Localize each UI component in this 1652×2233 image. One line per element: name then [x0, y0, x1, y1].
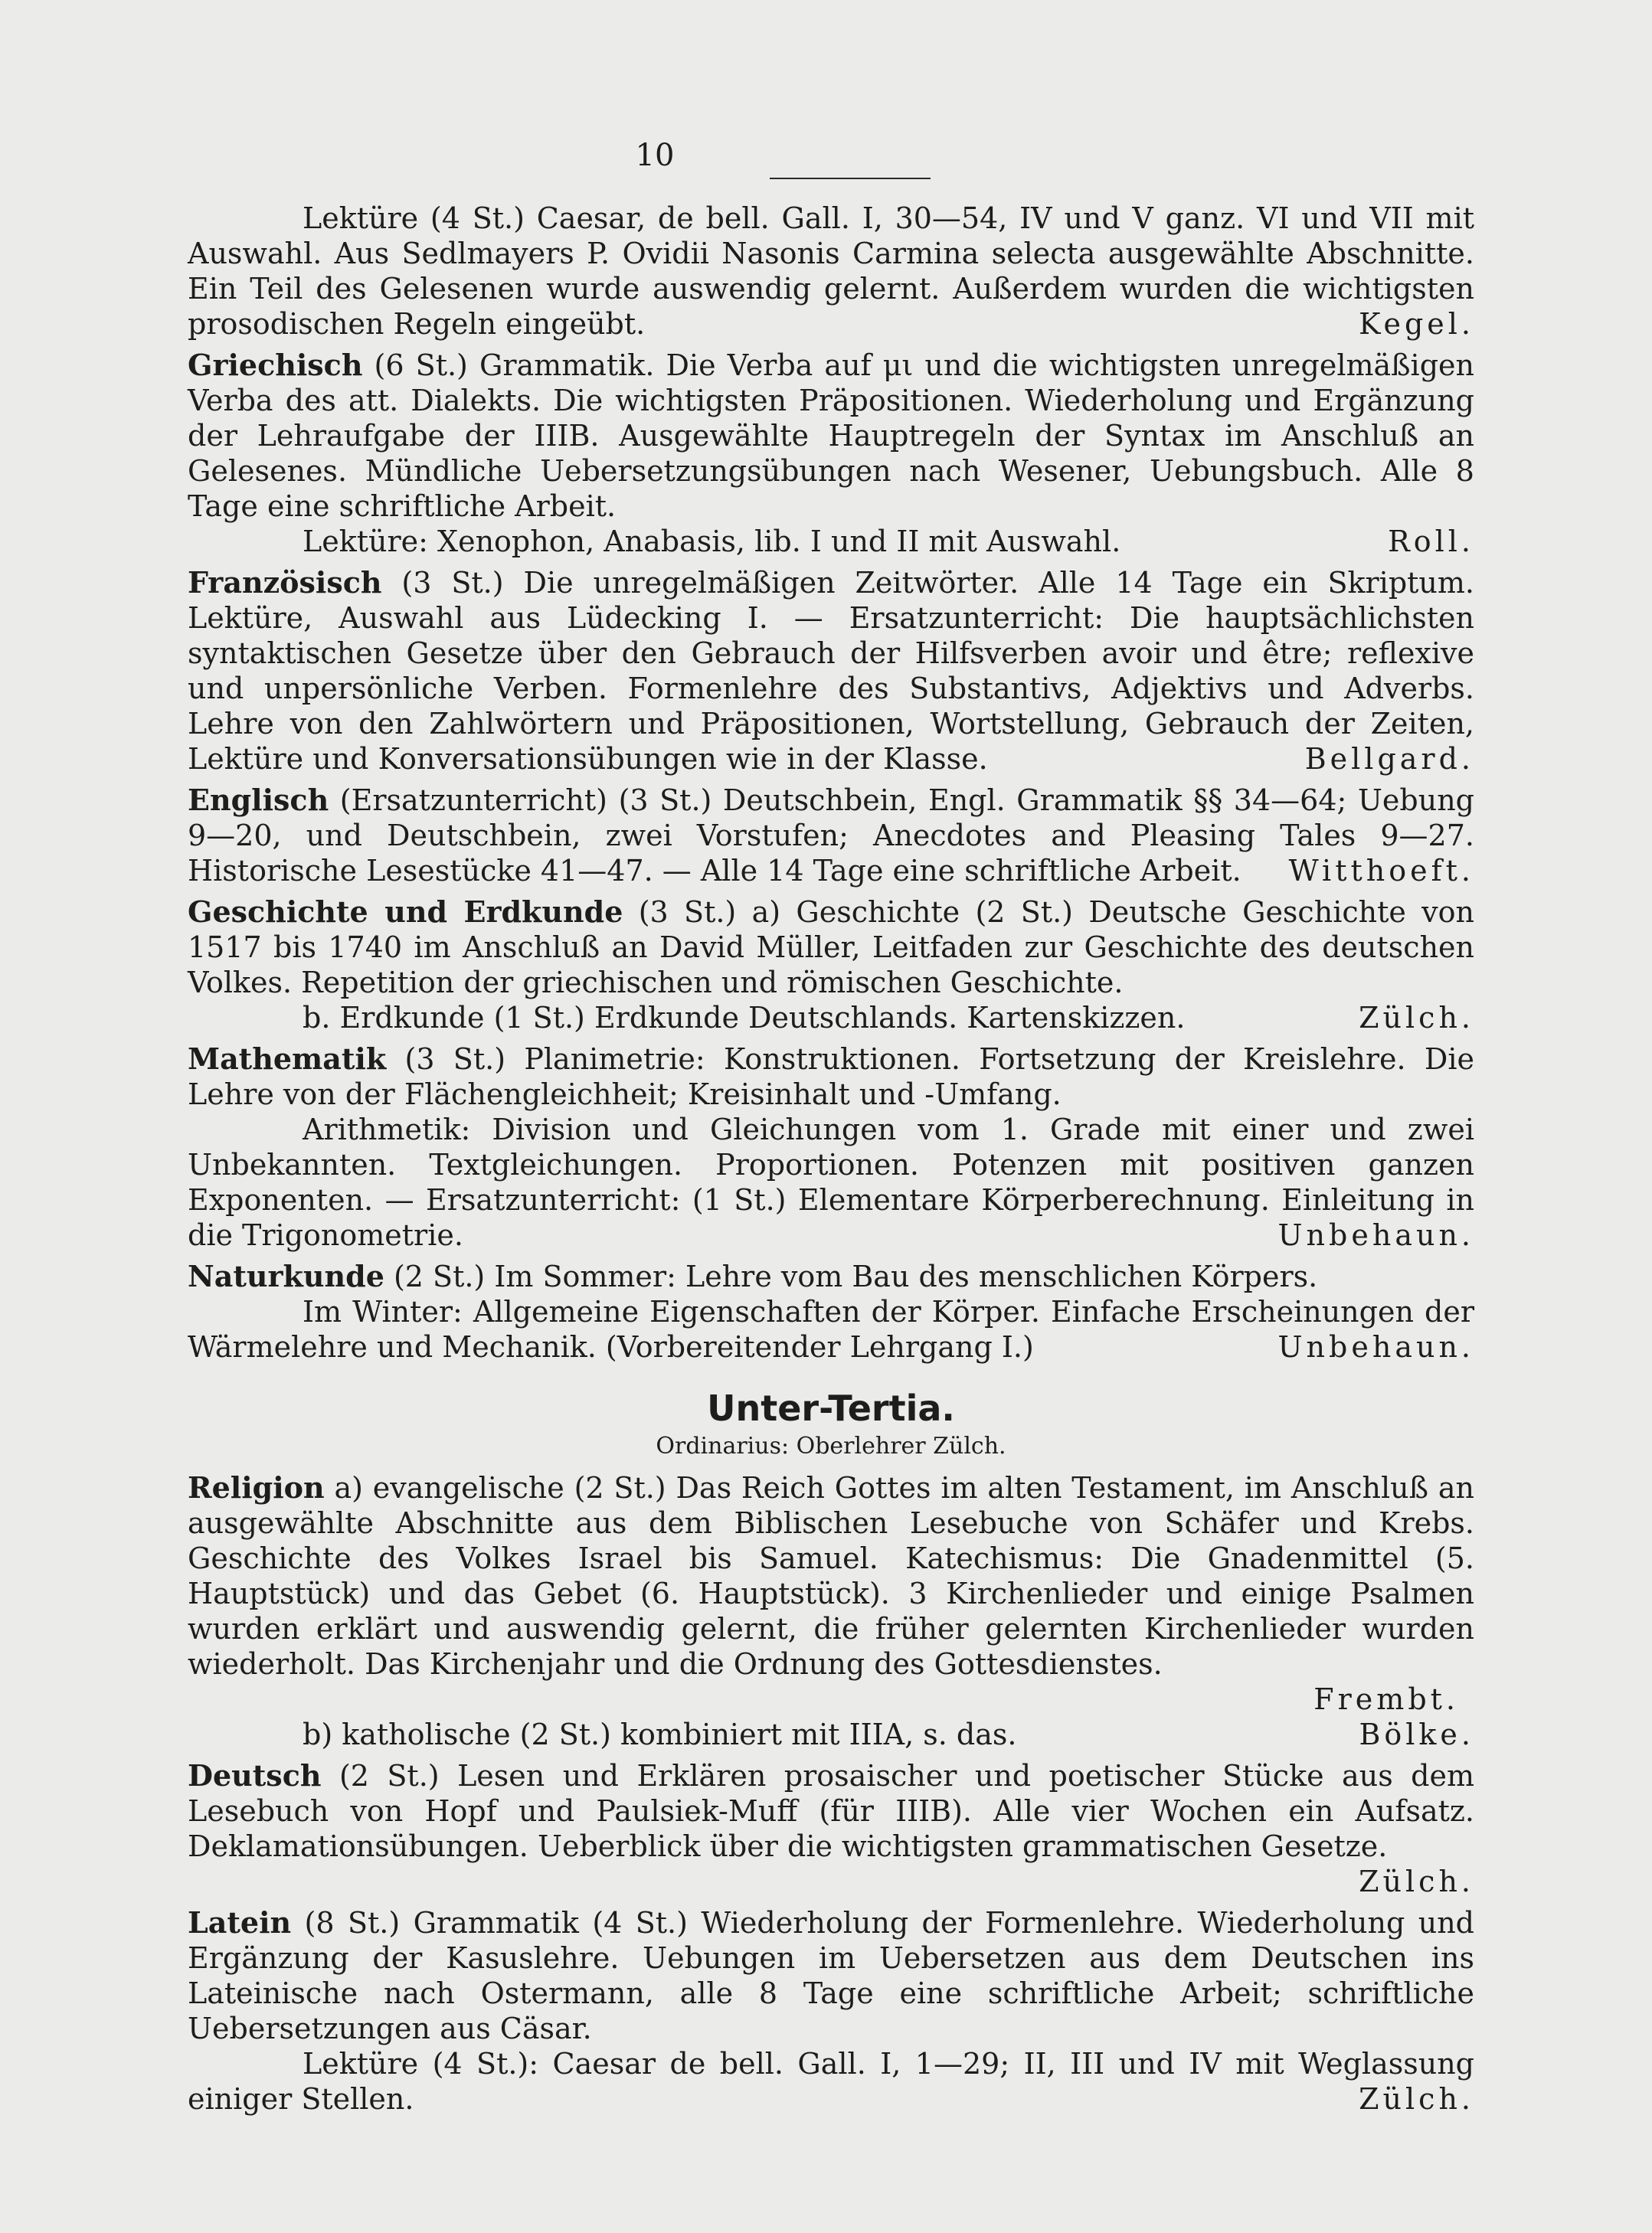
- arithmetik-text: Arithmetik: Division und Gleichungen vom 1. Grade mit einer und zwei Unbekannten. Textgleichungen. Proportionen. Potenzen mit positiven ganzen Exponenten. — Ersatzunterricht: (1 St.) Elementare Körperberechnung. Einleitung in die Trigonometrie.: [188, 1113, 1474, 1252]
- latein-lektuere2-text: Lektüre (4 St.): Caesar de bell. Gall. I, 1—29; II, III und IV mit Weglassung einiger Stellen.: [188, 2047, 1474, 2116]
- subject-heading: Englisch: [188, 783, 329, 817]
- teacher-signature: Zülch.: [1359, 2082, 1474, 2116]
- subject-heading: Griechisch: [188, 348, 363, 382]
- teacher-signature: Zülch.: [1359, 1865, 1474, 1898]
- religion-kath-text: b) katholische (2 St.) kombiniert mit IIIA, s. das.: [303, 1718, 1017, 1751]
- griechisch-text: (6 St.) Grammatik. Die Verba auf μι und die wichtigsten unregelmäßigen Verba des att. Dialekts. Die wichtigsten Präpositionen. Wiederholung und Ergänzung der Lehraufgabe der IIIB. Ausgewählte Hauptregeln der Syntax im Anschluß an Gelesenes. Mündliche Uebersetzungsübungen nach Wesener, Uebungsbuch. Alle 8 Tage eine schriftliche Arbeit.: [188, 348, 1474, 523]
- teacher-signature: Kegel.: [1359, 307, 1474, 341]
- teacher-signature: Bellgard.: [1304, 742, 1474, 776]
- arithmetik-paragraph: [188, 1112, 1474, 1253]
- deutsch-paragraph: [188, 1758, 1474, 1899]
- naturkunde-winter-text: Im Winter: Allgemeine Eigenschaften der Körper. Einfache Erscheinungen der Wärmelehre und Mechanik. (Vorbereitender Lehrgang I.): [188, 1295, 1474, 1364]
- religion-kath-paragraph: [188, 1717, 1474, 1752]
- franzoesisch-text: (3 St.) Die unregelmäßigen Zeitwörter. Alle 14 Tage ein Skriptum. Lektüre, Auswahl aus Lüdecking I. — Ersatzunterricht: Die hauptsächlichsten syntaktischen Gesetze über den Gebrauch der Hilfsverben avoir und être; reflexive und unpersönliche Verben. Formenlehre des Substantivs, Adjektivs und Adverbs. Lehre von den Zahlwörtern und Präpositionen, Wortstellung, Gebrauch der Zeiten, Lektüre und Konversationsübungen wie in der Klasse.: [188, 566, 1474, 776]
- latein-lektuere2-paragraph: [188, 2046, 1474, 2117]
- latein-lektuere-text: Lektüre (4 St.) Caesar, de bell. Gall. I, 30—54, IV und V ganz. VI und VII mit Auswahl. Aus Sedlmayers P. Ovidii Nasonis Carmina selecta ausgewählte Abschnitte. Ein Teil des Gelesenen wurde auswendig gelernt. Außerdem wurden die wichtigsten prosodischen Regeln eingeübt.: [188, 201, 1474, 341]
- naturkunde-winter-paragraph: [188, 1294, 1474, 1365]
- teacher-signature: Witthoeft.: [1288, 854, 1474, 888]
- teacher-signature: Roll.: [1388, 525, 1474, 558]
- naturkunde-text: (2 St.) Im Sommer: Lehre vom Bau des menschlichen Körpers.: [384, 1260, 1318, 1293]
- section-heading: Unter-Tertia.: [707, 1388, 955, 1429]
- religion-text: a) evangelische (2 St.) Das Reich Gottes im alten Testament, im Anschluß an ausgewählte Abschnitte aus dem Biblischen Lesebuche von Schäfer und Krebs. Geschichte des Volkes Israel bis Samuel. Katechismus: Die Gnadenmittel (5. Hauptstück) und das Gebet (6. Hauptstück). 3 Kirchenlieder und einige Psalmen wurden erklärt und auswendig gelernt, die früher gelernten Kirchenlieder wurden wiederholt. Das Kirchenjahr und die Ordnung des Gottesdienstes.: [188, 1471, 1474, 1681]
- subject-heading: Französisch: [188, 565, 382, 600]
- naturkunde-paragraph: [188, 1259, 1474, 1294]
- latein-text: (8 St.) Grammatik (4 St.) Wiederholung der Formenlehre. Wiederholung und Ergänzung der Kasuslehre. Uebungen im Uebersetzen aus dem Deutschen ins Lateinische nach Ostermann, alle 8 Tage eine schriftliche Arbeit; schriftliche Uebersetzungen aus Cäsar.: [188, 1906, 1474, 2045]
- subject-heading: Religion: [188, 1470, 325, 1505]
- subject-heading: Geschichte und Erdkunde: [188, 894, 623, 929]
- ordinarius-line: Ordinarius: Oberlehrer Zülch.: [656, 1433, 1006, 1460]
- englisch-paragraph: [188, 783, 1474, 888]
- page-number-rule: [770, 178, 931, 179]
- griechisch-lektuere-text: Lektüre: Xenophon, Anabasis, lib. I und II mit Auswahl.: [303, 525, 1121, 558]
- teacher-signature: Bölke.: [1359, 1718, 1474, 1751]
- subject-heading: Latein: [188, 1905, 292, 1940]
- latein-lektuere-paragraph: [188, 201, 1474, 342]
- religion-paragraph: [188, 1470, 1474, 1682]
- erdkunde-text: b. Erdkunde (1 St.) Erdkunde Deutschlands. Kartenskizzen.: [303, 1001, 1186, 1035]
- teacher-signature: Unbehaun.: [1277, 1218, 1474, 1252]
- subject-heading: Naturkunde: [188, 1259, 384, 1293]
- page-number: 10: [635, 138, 675, 173]
- subject-heading: Deutsch: [188, 1758, 322, 1793]
- teacher-signature: Zülch.: [1359, 1001, 1474, 1035]
- mathematik-paragraph: [188, 1041, 1474, 1112]
- teacher-signature: Frembt.: [1313, 1682, 1459, 1716]
- griechisch-paragraph: [188, 348, 1474, 524]
- deutsch-text: (2 St.) Lesen und Erklären prosaischer und poetischer Stücke aus dem Lesebuch von Hopf und Paulsiek-Muff (für IIIB). Alle vier Wochen ein Aufsatz. Deklamationsübungen. Ueberblick über die wichtigsten grammatischen Gesetze.: [188, 1759, 1474, 1863]
- latein-paragraph: [188, 1905, 1474, 2046]
- mathematik-text: (3 St.) Planimetrie: Konstruktionen. Fortsetzung der Kreislehre. Die Lehre von der Flächengleichheit; Kreisinhalt und -Umfang.: [188, 1042, 1474, 1111]
- griechisch-lektuere-paragraph: [188, 524, 1474, 559]
- subject-heading: Mathematik: [188, 1041, 387, 1076]
- englisch-text: (Ersatzunterricht) (3 St.) Deutschbein, Engl. Grammatik §§ 34—64; Uebung 9—20, und Deutschbein, zwei Vorstufen; Anecdotes and Pleasing Tales 9—27. Historische Lesestücke 41—47. — Alle 14 Tage eine schriftliche Arbeit.: [188, 783, 1474, 888]
- franzoesisch-paragraph: [188, 565, 1474, 776]
- document-page: [188, 138, 1474, 2117]
- teacher-signature: Unbehaun.: [1277, 1330, 1474, 1364]
- erdkunde-paragraph: [188, 1000, 1474, 1035]
- geschichte-text: (3 St.) a) Geschichte (2 St.) Deutsche Geschichte von 1517 bis 1740 im Anschluß an David Müller, Leitfaden zur Geschichte des deutschen Volkes. Repetition der griechischen und römischen Geschichte.: [188, 895, 1475, 999]
- geschichte-paragraph: [188, 894, 1474, 1000]
